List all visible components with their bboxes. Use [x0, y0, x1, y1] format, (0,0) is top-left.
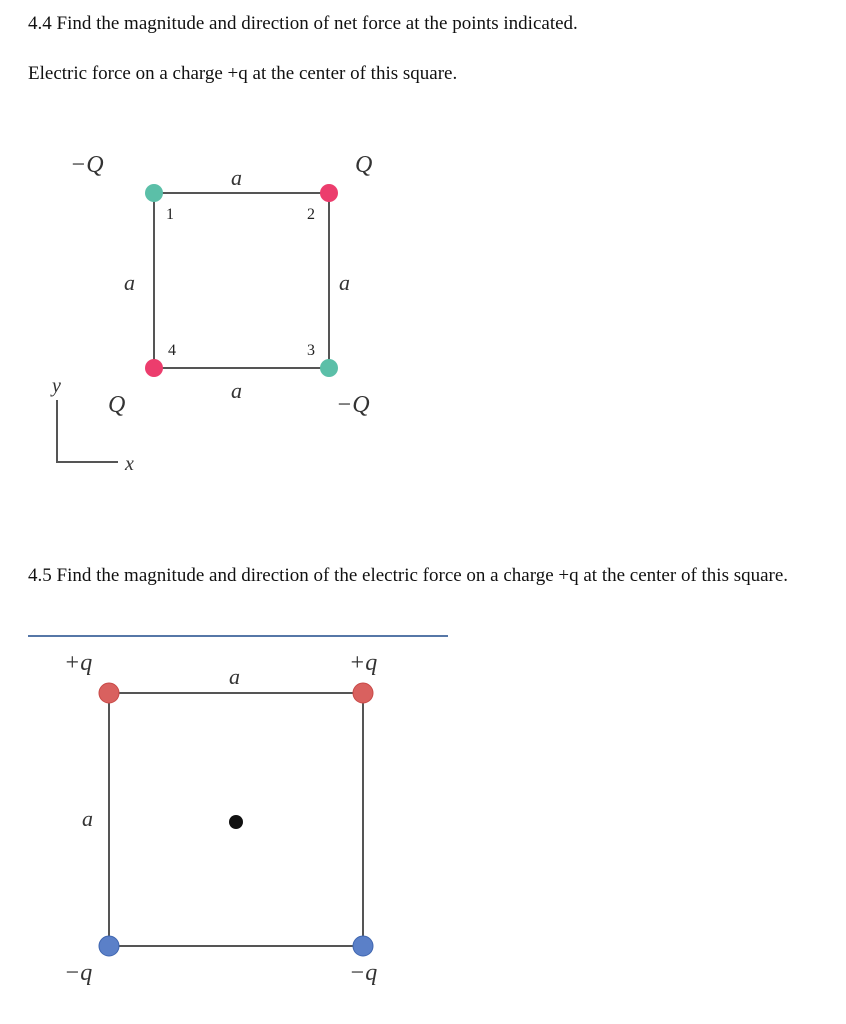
problem-4-4-title: 4.4 Find the magnitude and direction of net force at the points indicated. — [28, 13, 578, 34]
charge-label: +q — [349, 650, 378, 676]
charge-dot-negative — [145, 184, 163, 202]
x-axis-label: x — [125, 453, 134, 475]
charge-dot-positive — [353, 683, 373, 703]
charge-label: Q — [355, 152, 373, 178]
y-axis-label: y — [52, 375, 61, 397]
figure-4-5 — [64, 650, 377, 986]
charge-dot-positive — [320, 184, 338, 202]
side-label: a — [124, 270, 135, 295]
center-point — [229, 815, 243, 829]
charge-dot-positive — [99, 683, 119, 703]
problem-4-4-subtitle: Electric force on a charge +q at the center of this square. — [28, 63, 458, 84]
side-label: a — [82, 806, 93, 831]
charge-dot-negative — [353, 936, 373, 956]
point-label: 1 — [166, 206, 174, 223]
figure-4-4 — [50, 152, 372, 475]
square-outline — [154, 193, 329, 368]
side-label: a — [231, 165, 242, 190]
point-label: 3 — [307, 342, 315, 359]
charge-label: −q — [349, 960, 378, 986]
charge-label: +q — [64, 650, 93, 676]
problem-4-5-title: 4.5 Find the magnitude and direction of the electric force on a charge +q at the center of this square. — [28, 565, 789, 586]
side-label: a — [229, 664, 240, 689]
charge-label: −Q — [336, 392, 370, 418]
charge-label: −Q — [70, 152, 104, 178]
charge-dot-negative — [320, 359, 338, 377]
charge-label: −q — [64, 960, 93, 986]
side-label: a — [339, 270, 350, 295]
point-label: 2 — [307, 206, 315, 223]
point-label: 4 — [168, 342, 176, 359]
charge-dot-positive — [145, 359, 163, 377]
side-label: a — [231, 378, 242, 403]
charge-dot-negative — [99, 936, 119, 956]
charge-label: Q — [108, 392, 126, 418]
